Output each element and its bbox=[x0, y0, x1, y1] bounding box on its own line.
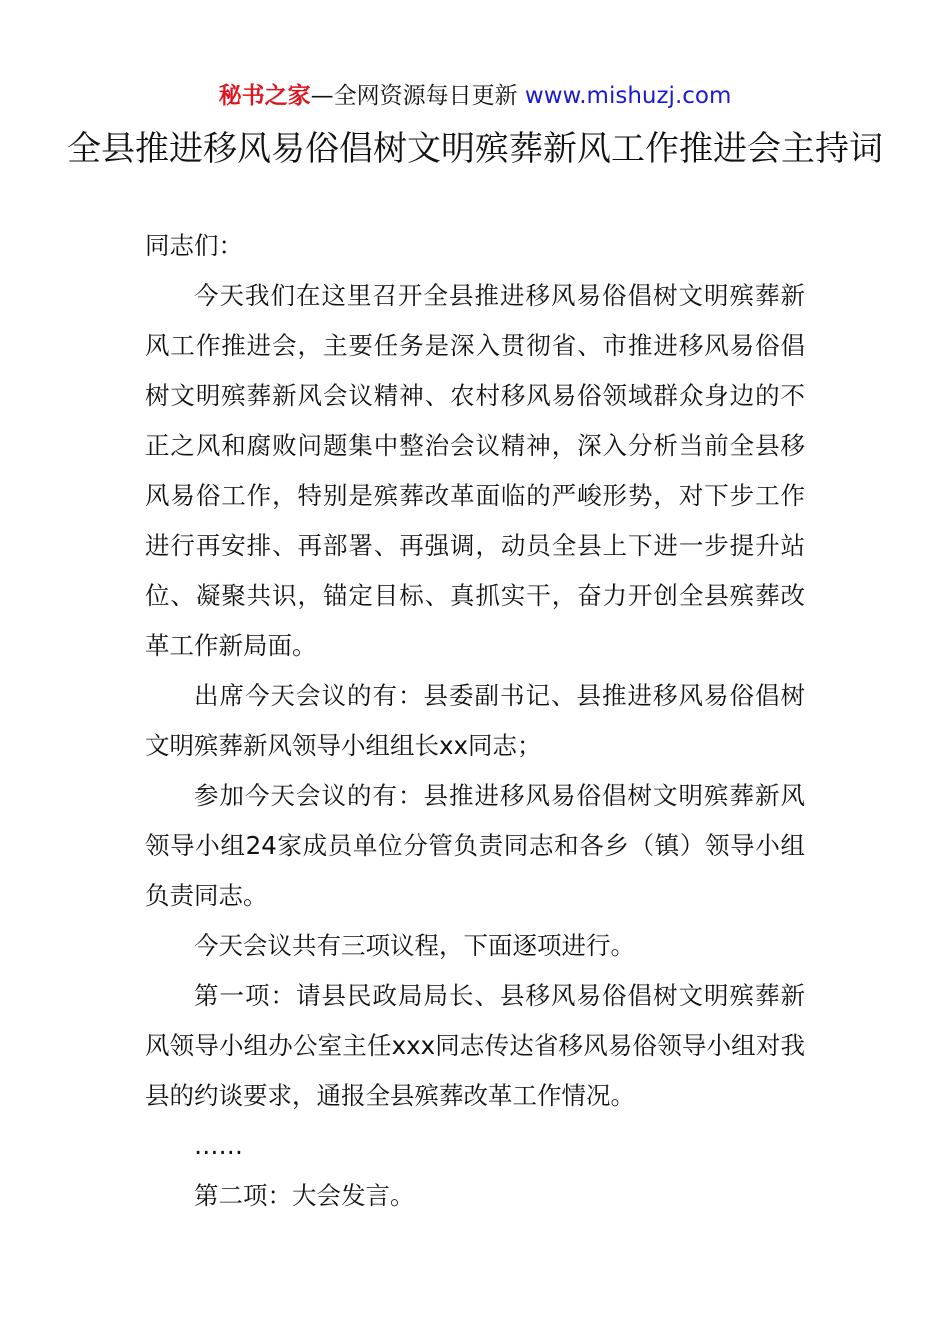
brand-name: 秘书之家 bbox=[218, 83, 311, 109]
paragraph-ellipsis: …… bbox=[194, 1131, 243, 1160]
site-url-link[interactable]: www.mishuzj.com bbox=[524, 83, 732, 109]
paragraph-attendees: 出席今天会议的有：县委副书记、县推进移风易俗倡树文明殡葬新风领导小组组长xx同志； bbox=[145, 681, 805, 760]
salutation: 同志们： bbox=[145, 231, 243, 260]
paragraph-item-one: 第一项：请县民政局局长、县移风易俗倡树文明殡葬新风领导小组办公室主任xxx同志传达省移风易俗领导小组对我县的约谈要求，通报全县殡葬改革工作情况。 bbox=[145, 981, 805, 1110]
site-tagline: —全网资源每日更新 bbox=[310, 83, 525, 109]
paragraph-opening: 今天我们在这里召开全县推进移风易俗倡树文明殡葬新风工作推进会，主要任务是深入贯彻省、市推进移风易俗倡树文明殡葬新风会议精神、农村移风易俗领域群众身边的不正之风和腐败问题集中整治会议精神，深入分析当前全县移风易俗工作，特别是殡葬改革面临的严峻形势，对下步工作进行再安排、再部署、再强调，动员全县上下进一步提升站位、凝聚共识，锚定目标、真抓实干，奋力开创全县殡葬改革工作新局面。 bbox=[145, 281, 805, 660]
document-body bbox=[145, 221, 805, 1221]
paragraph-item-two: 第二项：大会发言。 bbox=[194, 1181, 415, 1210]
paragraph-participants: 参加今天会议的有：县推进移风易俗倡树文明殡葬新风领导小组24家成员单位分管负责同志和各乡（镇）领导小组负责同志。 bbox=[145, 781, 805, 910]
document-title: 全县推进移风易俗倡树文明殡葬新风工作推进会主持词 bbox=[67, 129, 883, 169]
paragraph-agenda-intro: 今天会议共有三项议程，下面逐项进行。 bbox=[194, 931, 635, 960]
site-header bbox=[0, 80, 950, 112]
